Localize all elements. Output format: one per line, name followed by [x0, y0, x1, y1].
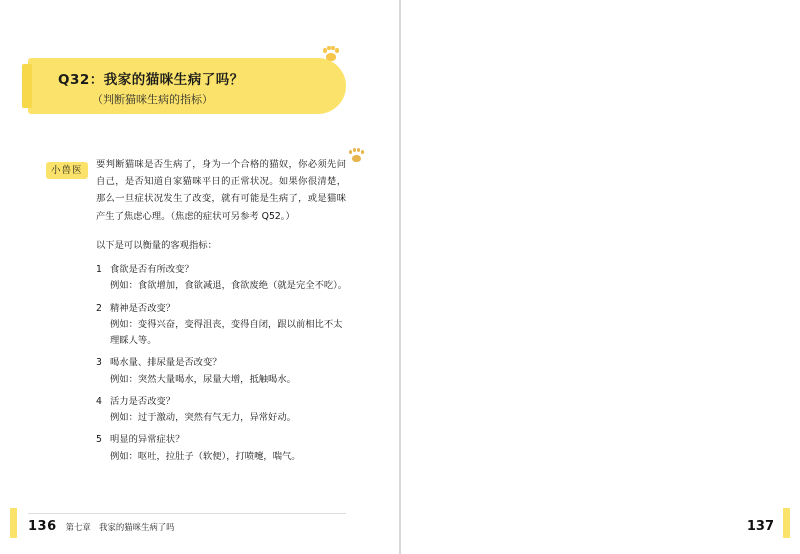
list-item-number: 2 [96, 302, 102, 314]
list-item-example: 例如：呕吐，拉肚子（软便），打喷嚏，喘气。 [110, 450, 301, 462]
list-item-number: 5 [96, 434, 102, 446]
list-item-example: 例如：过于激动，突然有气无力，异常好动。 [110, 412, 296, 424]
list-item-question: 食欲是否有所改变？ [110, 264, 194, 275]
left-checklist [96, 262, 348, 471]
question-banner [28, 58, 346, 114]
page-subtitle: （判断猫咪生病的指标） [92, 93, 213, 106]
list-item [96, 394, 348, 427]
list-item-number: 4 [96, 395, 102, 407]
paw-print-icon [348, 146, 365, 163]
list-item-question: 喝水量、排尿量是否改变？ [110, 357, 222, 369]
page-number: 137 [746, 519, 774, 534]
list-item-question: 活力是否改变？ [110, 395, 176, 407]
list-item-example: 例如：突然大量喝水，尿量大增，抵触喝水。 [110, 373, 296, 385]
sub-lead-text: 以下是可以衡量的客观指标： [96, 240, 217, 251]
lead-paragraph: 要判断猫咪是否生病了，身为一个合格的猫奴，你必须先问自己，是否知道自家猫咪平日的正常状况。如果你很清楚，那么一旦症状况发生了改变，就有可能是生病了，或是猫咪产生了焦虑心理。（焦虑的症状可另参考 Q52。） [96, 159, 346, 222]
page-title: Q32：我家的猫咪生病了吗？ [58, 72, 244, 88]
footer-left [28, 519, 175, 534]
list-item-number: 3 [96, 357, 102, 369]
corner-accent [10, 508, 17, 538]
speaker-tag-vet [46, 158, 88, 177]
list-item-question: 精神是否改变？ [110, 302, 176, 314]
list-item [96, 432, 348, 465]
list-item [96, 301, 348, 350]
right-page [400, 0, 800, 554]
page-number: 136 [28, 519, 57, 534]
list-item-example: 例如：变得兴奋，变得沮丧，变得自闭，跟以前相比不太理睬人等。 [110, 318, 343, 347]
footer-chapter-text: 第七章 我家的猫咪生病了吗 [65, 522, 175, 532]
list-item [96, 262, 348, 295]
list-item-example: 例如：食欲增加，食欲减退，食欲废绝（就是完全不吃）。 [110, 280, 348, 292]
corner-accent [783, 508, 790, 538]
speaker-tag-label: 小兽医 [46, 162, 88, 179]
list-item-number: 1 [96, 264, 102, 275]
left-page [0, 0, 399, 554]
footer-divider [28, 513, 346, 514]
list-item [96, 355, 348, 388]
list-item-question: 明显的异常症状？ [110, 434, 185, 446]
